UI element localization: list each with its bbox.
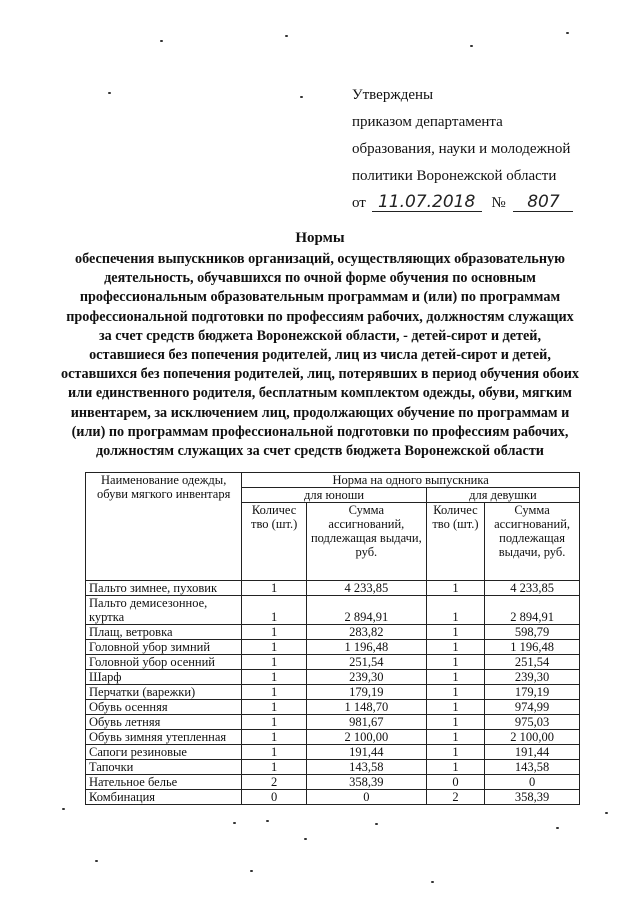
row-boys-qty: 1 [242,625,307,640]
approval-line-4: политики Воронежской области [352,168,557,184]
norms-table [85,472,580,805]
approval-line-3: образования, науки и молодежной [352,141,571,157]
row-boys-sum: 981,67 [306,715,426,730]
row-boys-qty: 1 [242,581,307,596]
number-prefix: № [491,195,506,211]
row-girls-qty: 1 [426,745,484,760]
row-boys-qty: 1 [242,685,307,700]
scan-speck [556,827,559,829]
row-boys-qty: 1 [242,715,307,730]
row-item-name: Перчатки (варежки) [86,685,242,700]
row-girls-qty: 1 [426,625,484,640]
row-boys-qty: 1 [242,730,307,745]
table-row [86,700,580,715]
row-girls-qty: 1 [426,715,484,730]
row-item-name: Головной убор зимний [86,640,242,655]
row-girls-qty: 1 [426,596,484,625]
header-girls-qty: Количес тво (шт.) [426,503,484,581]
scan-speck [108,92,111,94]
row-boys-qty: 1 [242,640,307,655]
header-norm: Норма на одного выпускника [242,473,580,488]
approval-block [352,82,612,217]
table-row [86,670,580,685]
row-boys-sum: 358,39 [306,775,426,790]
table-row [86,581,580,596]
row-boys-sum: 1 148,70 [306,700,426,715]
row-girls-qty: 1 [426,685,484,700]
table-row [86,730,580,745]
row-boys-sum: 2 100,00 [306,730,426,745]
header-item-name: Наименование одежды, обуви мягкого инвентаря [86,473,242,581]
row-item-name: Тапочки [86,760,242,775]
row-boys-qty: 1 [242,655,307,670]
row-boys-sum: 251,54 [306,655,426,670]
row-boys-qty: 1 [242,670,307,685]
scan-speck [605,812,608,814]
scan-speck [431,881,434,883]
row-boys-sum: 143,58 [306,760,426,775]
document-subtitle: обеспечения выпускников организаций, осуществляющих образовательную деятельность, обучавшихся по очной форме обучения по основным профессиональным образовательным программам и (или) по программам профессиональной подготовки по профессиям рабочих, должностям служащих за счет средств бюджета Воронежской области, - детей-сирот и детей, оставшиеся без попечения родителей, лиц из числа детей-сирот и детей, оставшихся без попечения родителей, лиц, потерявших в период обучения обоих или единственного родителя, бесплатным комплектом одежды, обуви, мягким инвентарем, за исключением лиц, продолжающих обучение по программам и (или) по программам профессиональной подготовки по профессиям рабочих, должностям служащих за счет средств бюджета Воронежской области [61,251,579,460]
table-row [86,775,580,790]
row-girls-qty: 1 [426,700,484,715]
row-boys-sum: 191,44 [306,745,426,760]
scan-speck [470,45,473,47]
row-item-name: Нательное белье [86,775,242,790]
row-girls-sum: 191,44 [485,745,580,760]
scan-speck [250,870,253,872]
header-girls: для девушки [426,488,579,503]
scan-speck [285,35,288,37]
scan-speck [233,822,236,824]
row-girls-qty: 2 [426,790,484,805]
approval-date-number-line [352,190,612,217]
table-row [86,745,580,760]
row-boys-qty: 1 [242,745,307,760]
row-girls-qty: 1 [426,730,484,745]
document-title: Нормы [295,230,345,246]
header-girls-sum: Сумма ассигнований, подлежащая выдачи, руб. [485,503,580,581]
row-girls-sum: 598,79 [485,625,580,640]
handwritten-date: 11.07.2018 [372,193,482,212]
table-row [86,625,580,640]
table-row [86,685,580,700]
row-item-name: Пальто демисезонное, куртка [86,596,242,625]
row-girls-sum: 2 100,00 [485,730,580,745]
scan-speck [160,40,163,42]
row-girls-sum: 179,19 [485,685,580,700]
scan-speck [375,823,378,825]
row-girls-sum: 1 196,48 [485,640,580,655]
row-boys-sum: 4 233,85 [306,581,426,596]
row-item-name: Сапоги резиновые [86,745,242,760]
row-girls-sum: 2 894,91 [485,596,580,625]
row-boys-sum: 283,82 [306,625,426,640]
scan-speck [566,32,569,34]
row-girls-qty: 1 [426,760,484,775]
row-girls-sum: 251,54 [485,655,580,670]
header-boys-qty: Количес тво (шт.) [242,503,307,581]
row-girls-sum: 975,03 [485,715,580,730]
table-row [86,715,580,730]
row-girls-sum: 239,30 [485,670,580,685]
table-row [86,596,580,625]
row-boys-qty: 1 [242,700,307,715]
row-item-name: Обувь зимняя утепленная [86,730,242,745]
row-boys-sum: 0 [306,790,426,805]
header-boys: для юноши [242,488,426,503]
row-boys-sum: 2 894,91 [306,596,426,625]
row-boys-sum: 179,19 [306,685,426,700]
row-item-name: Шарф [86,670,242,685]
table-row [86,655,580,670]
row-item-name: Обувь летняя [86,715,242,730]
row-girls-sum: 4 233,85 [485,581,580,596]
row-boys-sum: 239,30 [306,670,426,685]
row-boys-qty: 1 [242,596,307,625]
row-girls-qty: 1 [426,670,484,685]
header-boys-sum: Сумма ассигнований, подлежащая выдачи, руб. [306,503,426,581]
scan-speck [266,820,269,822]
scan-speck [95,860,98,862]
row-item-name: Головной убор осенний [86,655,242,670]
row-girls-qty: 1 [426,640,484,655]
table-row [86,790,580,805]
row-item-name: Пальто зимнее, пуховик [86,581,242,596]
date-prefix: от [352,195,366,211]
row-girls-sum: 143,58 [485,760,580,775]
row-girls-qty: 1 [426,581,484,596]
row-boys-qty: 0 [242,790,307,805]
approval-line-2: приказом департамента [352,114,503,130]
row-girls-sum: 974,99 [485,700,580,715]
row-item-name: Обувь осенняя [86,700,242,715]
row-boys-sum: 1 196,48 [306,640,426,655]
row-boys-qty: 1 [242,760,307,775]
table-row [86,760,580,775]
row-girls-sum: 0 [485,775,580,790]
row-girls-sum: 358,39 [485,790,580,805]
handwritten-number: 807 [513,193,573,212]
row-girls-qty: 0 [426,775,484,790]
row-item-name: Плащ, ветровка [86,625,242,640]
table-row [86,640,580,655]
scan-speck [62,808,65,810]
scan-speck [300,96,303,98]
scan-speck [304,838,307,840]
row-girls-qty: 1 [426,655,484,670]
row-item-name: Комбинация [86,790,242,805]
row-boys-qty: 2 [242,775,307,790]
approval-line-1: Утверждены [352,87,434,103]
